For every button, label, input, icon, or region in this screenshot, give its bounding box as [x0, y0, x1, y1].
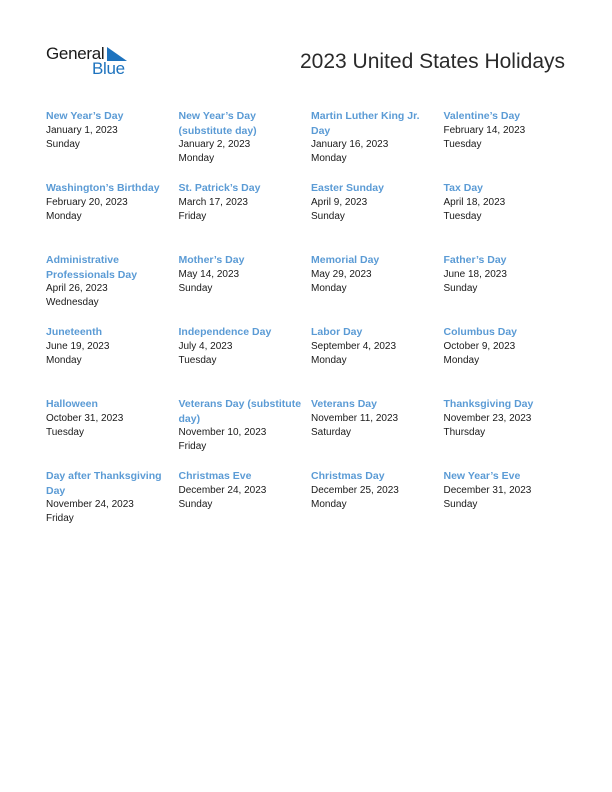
holiday-cell	[46, 181, 179, 253]
holiday-grid	[46, 109, 576, 541]
holiday-name: Labor Day	[311, 326, 363, 338]
holiday-cell	[311, 253, 444, 325]
holiday-weekday: Monday	[443, 354, 480, 366]
holiday-cell	[311, 325, 444, 397]
holiday-date: March 17, 2023	[178, 196, 248, 208]
holiday-cell	[46, 397, 179, 469]
holiday-date: September 4, 2023	[311, 340, 397, 352]
holiday-date: December 25, 2023	[311, 484, 399, 496]
holiday-cell	[444, 325, 577, 397]
holiday-weekday: Tuesday	[443, 138, 482, 150]
holiday-weekday: Tuesday	[46, 426, 84, 438]
holiday-cell	[444, 181, 577, 253]
holiday-name: Columbus Day	[443, 326, 518, 338]
holiday-date: May 29, 2023	[311, 268, 372, 280]
holiday-name: St. Patrick’s Day	[178, 182, 261, 194]
holiday-name: Valentine’s Day	[443, 110, 521, 122]
holiday-cell	[179, 397, 312, 469]
holiday-cell	[179, 325, 312, 397]
holiday-weekday: Monday	[311, 354, 347, 366]
holiday-date: May 14, 2023	[178, 268, 240, 280]
holiday-cell	[311, 469, 444, 541]
holiday-weekday: Friday	[178, 441, 207, 452]
holiday-date: December 24, 2023	[178, 484, 267, 496]
holiday-weekday: Wednesday	[46, 297, 99, 308]
holiday-date: June 19, 2023	[46, 340, 110, 352]
holiday-date: June 18, 2023	[443, 268, 507, 280]
holiday-cell	[179, 469, 312, 541]
holiday-name: Christmas Eve	[178, 470, 252, 482]
holiday-name: Veterans Day	[311, 398, 377, 410]
holiday-date: October 31, 2023	[46, 412, 124, 424]
holiday-date: January 16, 2023	[311, 139, 389, 150]
holiday-cell	[444, 397, 577, 469]
holiday-cell	[444, 469, 577, 541]
page-title: 2023 United States Holidays	[300, 50, 565, 73]
holiday-name: Thanksgiving Day	[443, 398, 534, 410]
holiday-cell	[311, 109, 444, 181]
holiday-name: Halloween	[46, 398, 98, 410]
holiday-weekday: Friday	[178, 210, 207, 222]
holiday-date: November 23, 2023	[443, 412, 532, 424]
holiday-name: Mother’s Day	[178, 254, 245, 266]
holiday-date: November 11, 2023	[311, 412, 399, 424]
holiday-date: February 14, 2023	[443, 124, 526, 136]
holiday-date: April 18, 2023	[443, 196, 506, 208]
holiday-cell	[46, 109, 179, 181]
holiday-date: January 1, 2023	[46, 124, 118, 136]
holiday-date: July 4, 2023	[178, 340, 233, 352]
holiday-name: Christmas Day	[311, 470, 385, 482]
logo-text-blue: Blue	[92, 59, 125, 78]
logo-text-general: General	[46, 44, 105, 63]
holiday-weekday: Sunday	[443, 282, 478, 294]
holiday-weekday: Sunday	[178, 282, 213, 294]
holiday-weekday: Monday	[311, 498, 347, 510]
holiday-date: April 9, 2023	[311, 196, 368, 208]
holiday-name: Independence Day	[178, 326, 272, 338]
holiday-cell	[179, 109, 312, 181]
holiday-date: October 9, 2023	[443, 340, 516, 352]
holiday-name: New Year’s Day	[46, 110, 124, 122]
holiday-date: November 10, 2023	[178, 427, 267, 438]
holiday-name: Day after Thanksgiving Day	[46, 470, 162, 497]
holiday-name: Veterans Day (substitute day)	[178, 398, 302, 425]
holiday-weekday: Saturday	[311, 426, 352, 438]
holiday-weekday: Sunday	[46, 138, 80, 150]
holiday-weekday: Sunday	[443, 498, 478, 510]
logo	[46, 44, 136, 80]
holiday-weekday: Monday	[311, 282, 347, 294]
holiday-weekday: Thursday	[443, 426, 486, 438]
holiday-cell	[46, 469, 179, 541]
holiday-name: Administrative Professionals Day	[46, 254, 138, 281]
holiday-name: Martin Luther King Jr. Day	[311, 110, 420, 137]
holiday-name: New Year’s Eve	[443, 470, 521, 482]
holiday-name: Tax Day	[443, 182, 483, 194]
holiday-name: Father’s Day	[443, 254, 507, 266]
holiday-cell	[46, 253, 179, 325]
holiday-name: Easter Sunday	[311, 182, 384, 194]
holiday-name: New Year’s Day (substitute day)	[178, 110, 257, 137]
holiday-date: January 2, 2023	[178, 139, 251, 150]
holiday-weekday: Friday	[46, 513, 74, 524]
holiday-weekday: Monday	[46, 354, 82, 366]
holiday-date: April 26, 2023	[46, 283, 108, 294]
holiday-cell	[179, 181, 312, 253]
holiday-cell	[179, 253, 312, 325]
holiday-date: December 31, 2023	[443, 484, 532, 496]
holiday-cell	[444, 253, 577, 325]
holiday-date: November 24, 2023	[46, 499, 134, 510]
holiday-date: February 20, 2023	[46, 196, 128, 208]
holiday-weekday: Monday	[311, 153, 347, 164]
holiday-weekday: Monday	[178, 153, 215, 164]
holiday-weekday: Sunday	[178, 498, 213, 510]
holiday-name: Memorial Day	[311, 254, 380, 266]
holiday-name: Washington’s Birthday	[46, 182, 160, 194]
holiday-weekday: Tuesday	[178, 354, 217, 366]
holiday-weekday: Monday	[46, 210, 82, 222]
holiday-name: Juneteenth	[46, 326, 103, 338]
holiday-cell	[311, 181, 444, 253]
holiday-cell	[311, 397, 444, 469]
holiday-cell	[444, 109, 577, 181]
holiday-weekday: Tuesday	[443, 210, 482, 222]
holiday-weekday: Sunday	[311, 210, 345, 222]
holiday-cell	[46, 325, 179, 397]
